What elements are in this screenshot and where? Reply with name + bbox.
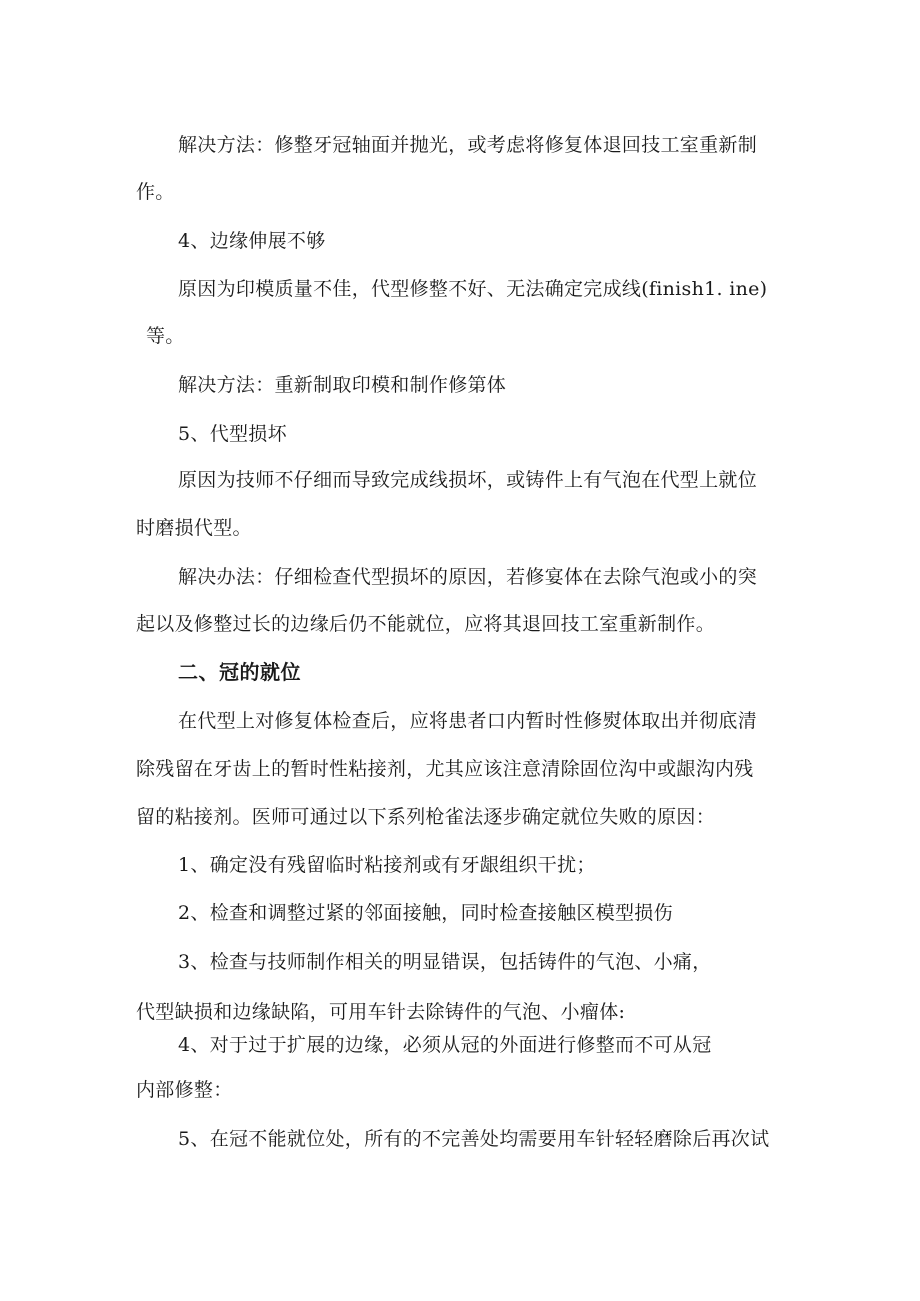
paragraph-line: 在代型上对修复体检查后，应将患者口内暂时性修熨体取出并彻底清 (178, 710, 758, 732)
paragraph-line: 时磨损代型。 (136, 517, 252, 539)
list-item: 4、对于过于扩展的边缘，必须从冠的外面进行修整而不可从冠 (178, 1034, 712, 1056)
paragraph-line: 内部修整： (136, 1079, 233, 1101)
paragraph-line: 解决办法：仔细检查代型损坏的原因，若修宴体在去除气泡或小的突 (178, 566, 758, 588)
paragraph-line: 除残留在牙齿上的暂时性粘接剂，尤其应该注意清除固位沟中或龈沟内残 (136, 758, 754, 780)
paragraph-line: 代型缺损和边缘缺陷，可用车针去除铸件的气泡、小瘤体: (136, 1001, 626, 1023)
list-item: 5、在冠不能就位处，所有的不完善处均需要用车针轻轻磨除后再次试 (178, 1128, 770, 1150)
paragraph-line: 作。 (136, 181, 175, 203)
paragraph-line: 留的粘接剂。医师可通过以下系列枪雀法逐步确定就位失败的原因： (136, 806, 716, 828)
section-item: 4、边缘伸展不够 (178, 230, 326, 252)
paragraph-line: 原因为印模质量不佳，代型修整不好、无法确定完成线(finish1. ine) (178, 278, 768, 300)
section-item: 5、代型损坏 (178, 423, 287, 445)
paragraph-line: 解决方法：修整牙冠轴面并抛光，或考虑将修复体退回技工室重新制 (178, 134, 758, 156)
list-item: 1、确定没有残留临时粘接剂或有牙龈组织干扰； (178, 854, 596, 876)
paragraph-line: 等。 (146, 325, 185, 347)
list-item: 2、检查和调整过紧的邻面接触，同时检查接触区模型损伤 (178, 902, 673, 924)
section-heading: 二、冠的就位 (178, 660, 301, 684)
list-item: 3、检查与技师制作相关的明显错误，包括铸件的气泡、小痛， (178, 951, 712, 973)
paragraph-line: 起以及修整过长的边缘后仍不能就位，应将其退回技工室重新制作。 (136, 613, 716, 635)
paragraph-line: 原因为技师不仔细而导致完成线损坏，或铸件上有气泡在代型上就位 (178, 469, 758, 491)
paragraph-line: 解决方法：重新制取印模和制作修第体 (178, 374, 507, 396)
